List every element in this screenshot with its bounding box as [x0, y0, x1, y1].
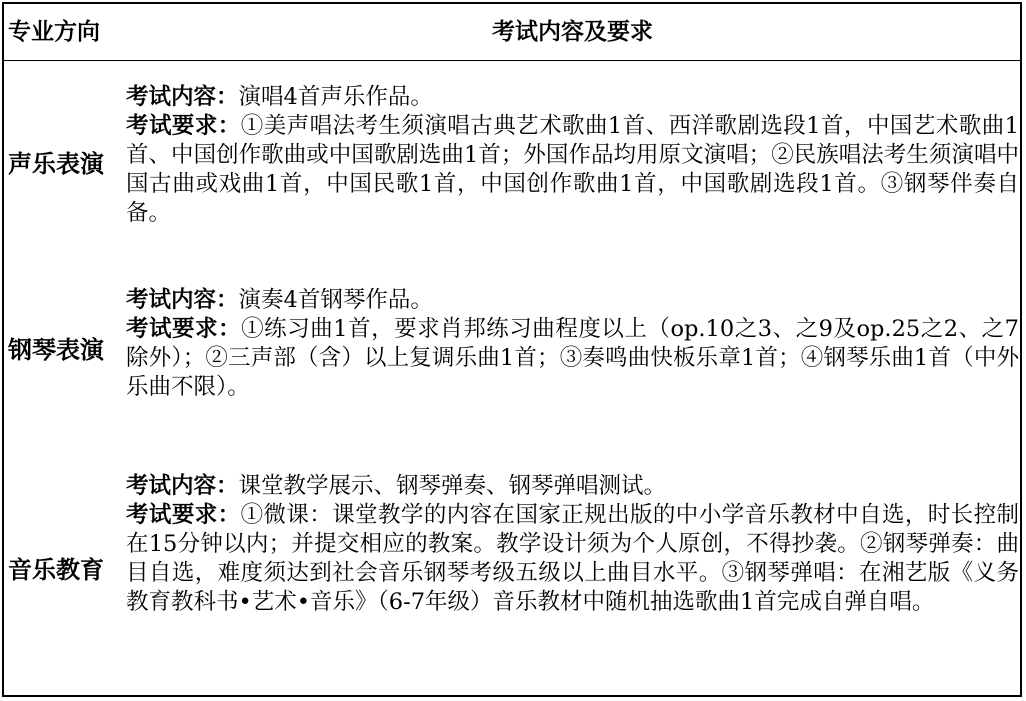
exam-content-label: 考试内容	[126, 287, 217, 313]
exam-content-text: 课堂教学展示、钢琴弹奏、钢琴弹唱测试。	[238, 473, 667, 499]
row-content-vocal	[126, 83, 1019, 228]
exam-requirement-sep: ：	[218, 316, 242, 342]
exam-content-sep: ：	[216, 473, 239, 499]
exam-content-sep: ：	[216, 84, 239, 110]
exam-requirement-label: 考试要求	[126, 502, 218, 528]
row-label-music-education: 音乐教育	[8, 556, 104, 584]
exam-requirement-line	[126, 315, 1019, 402]
exam-requirement-label: 考试要求	[126, 316, 219, 342]
exam-content-text: 演奏4首钢琴作品。	[238, 287, 433, 313]
row-label-piano: 钢琴表演	[8, 336, 104, 364]
exam-requirements-table	[2, 2, 1022, 697]
row-label-vocal: 声乐表演	[8, 150, 104, 178]
exam-requirement-text: ①微课：课堂教学的内容在国家正规出版的中小学音乐教材中自选，时长控制在15分钟以内；并提交相应的教案。教学设计须为个人原创，不得抄袭。②钢琴弹奏：曲目自选，难度须达到社会音乐钢琴考级五级以上曲目水平。③钢琴弹唱：在湘艺版《义务教育教科书•艺术•音乐》（6-7年级）音乐教材中随机抽选歌曲1首完成自弹自唱。	[126, 502, 1019, 615]
header-divider	[4, 60, 1020, 61]
row-content-music-education	[126, 472, 1019, 617]
header-requirements: 考试内容及要求	[492, 19, 653, 45]
exam-requirement-label: 考试要求	[126, 113, 218, 139]
exam-requirement-line	[126, 112, 1019, 228]
exam-content-line	[126, 472, 1019, 501]
exam-requirement-text: ①美声唱法考生须演唱古典艺术歌曲1首、西洋歌剧选段1首，中国艺术歌曲1首、中国创作歌曲或中国歌剧选曲1首；外国作品均用原文演唱；②民族唱法考生须演唱中国古曲或戏曲1首，中国民歌1首，中国创作歌曲1首，中国歌剧选段1首。③钢琴伴奏自备。	[126, 113, 1019, 226]
exam-content-sep: ：	[216, 287, 239, 313]
exam-content-label: 考试内容	[126, 84, 217, 110]
header-major: 专业方向	[8, 19, 100, 45]
exam-content-text: 演唱4首声乐作品。	[238, 84, 433, 110]
exam-content-line	[126, 83, 1019, 112]
exam-requirement-text: ①练习曲1首，要求肖邦练习曲程度以上（op.10之3、之9及op.25之2、之7除外）；②三声部（含）以上复调乐曲1首；③奏鸣曲快板乐章1首；④钢琴乐曲1首（中外乐曲不限）。	[126, 316, 1019, 400]
exam-requirement-sep: ：	[217, 113, 241, 139]
exam-requirement-sep: ：	[217, 502, 241, 528]
row-content-piano	[126, 286, 1019, 402]
exam-content-label: 考试内容	[126, 473, 217, 499]
exam-content-line	[126, 286, 1019, 315]
exam-requirement-line	[126, 501, 1019, 617]
